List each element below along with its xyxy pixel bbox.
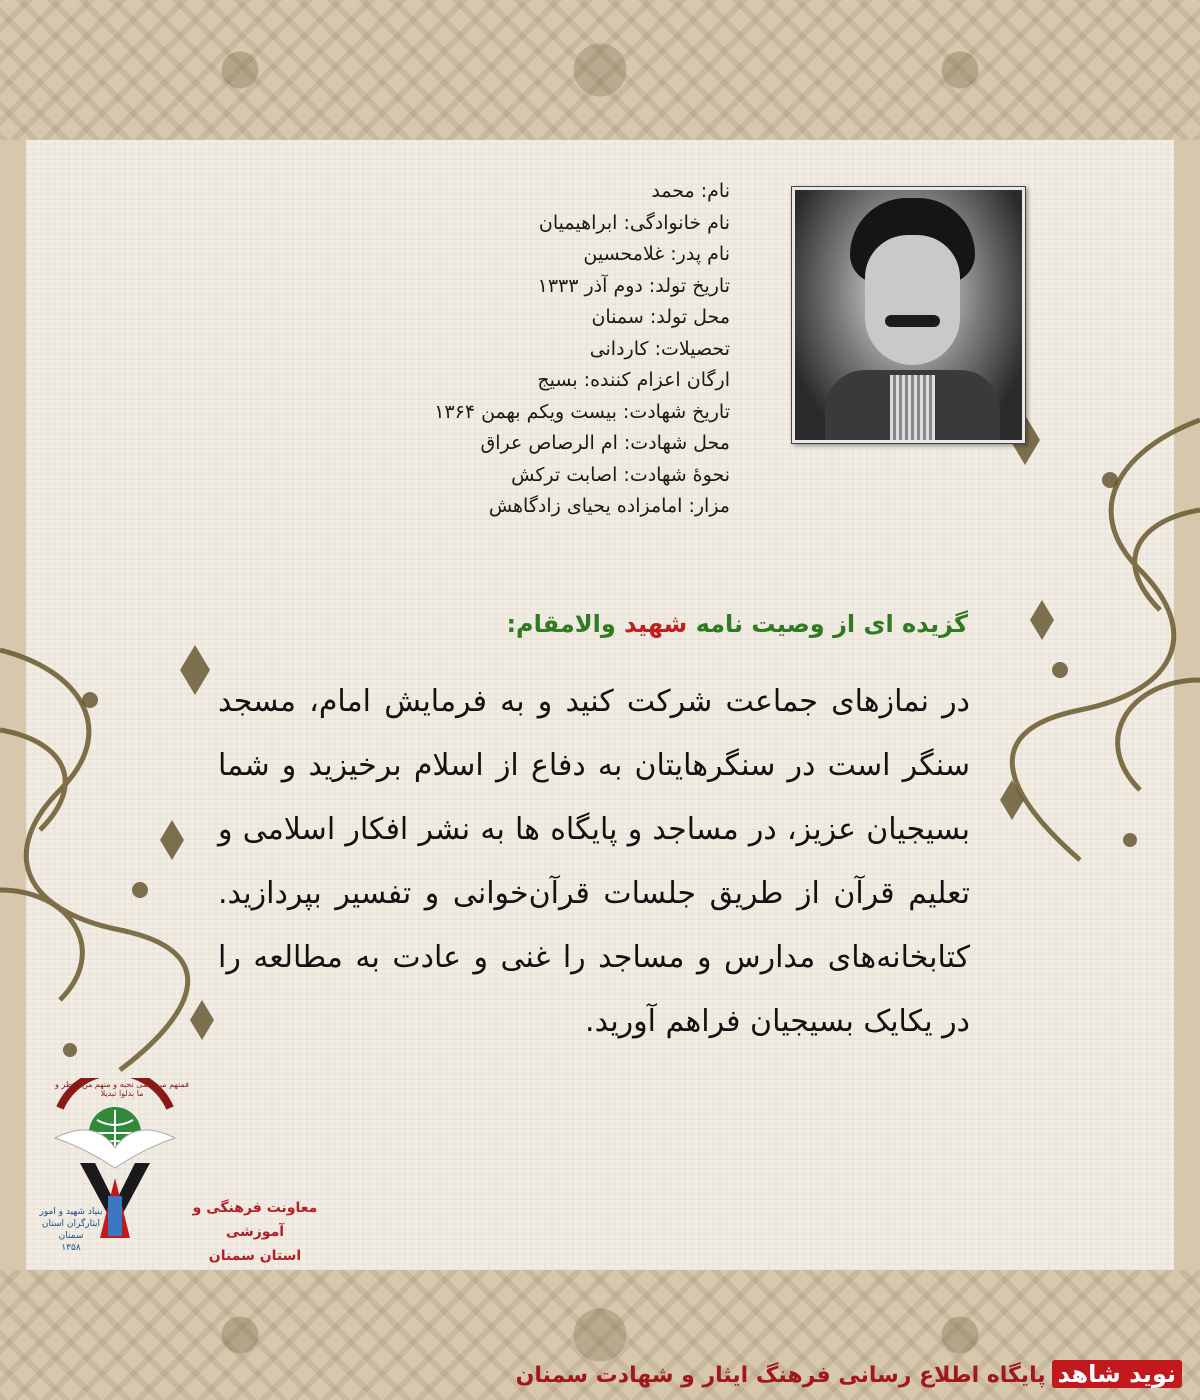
martyr-photo: [791, 186, 1026, 444]
will-text: در نمازهای جماعت شرکت کنید و به فرمایش امام، مسجد سنگر است در سنگرهایتان به دفاع از اسلام برخیزید و شما بسیجیان عزیز، در مساجد و پایگاه ها به نشر افکار اسلامی و تعلیم قرآن از طریق جلسات قرآن‌خوانی و تفسیر بپردازید. کتابخانه‌های مدارس و مساجد را غنی و عادت به مطالعه را در یکایک بسیجیان فراهم آورید.: [218, 684, 970, 1039]
info-martyrdom-place: محل شهادت: ام الرصاص عراق: [480, 432, 730, 454]
ornamental-top-border: [0, 0, 1200, 140]
info-martyrdom-manner: نحوۀ شهادت: اصابت ترکش: [511, 463, 730, 486]
site-watermark: [516, 1360, 1182, 1388]
martyr-info-list: [434, 176, 730, 523]
info-family-name: نام خانوادگی: ابراهیمیان: [538, 211, 730, 234]
logo-org-name: بنیاد شهید و امور ایثارگران استان سمنان: [39, 1207, 103, 1241]
will-heading: [506, 610, 968, 638]
watermark-badge: نوید شاهد: [1052, 1360, 1182, 1388]
logo-dept-line1: معاونت فرهنگی و آموزشی: [192, 1200, 318, 1240]
watermark-text: پایگاه اطلاع رسانی فرهنگ ایثار و شهادت سمنان: [515, 1363, 1046, 1388]
info-birth-place: محل تولد: سمنان: [591, 306, 730, 328]
logo-year: ۱۳۵۸: [61, 1243, 81, 1253]
will-heading-highlight: شهید: [624, 610, 688, 638]
logo-arc-text: فمنهم من قضی نحبه و منهم من ینتظر و ما بدلوا تبدیلا: [55, 1080, 189, 1098]
will-heading-part1: گزیده ای از وصیت نامه: [687, 610, 968, 638]
info-father-name: نام پدر: غلامحسین: [583, 243, 730, 265]
info-birth-date: تاریخ تولد: دوم آذر ۱۳۳۳: [537, 274, 730, 297]
arabesque-ornament-left: [0, 590, 230, 1110]
info-education: تحصیلات: کاردانی: [589, 337, 730, 360]
logo-org-text: [38, 1206, 104, 1254]
info-name: نام: محمد: [651, 180, 730, 202]
info-dispatching-org: ارگان اعزام کننده: بسیج: [537, 369, 730, 391]
foundation-logo: [20, 1078, 340, 1278]
arabesque-ornament-right: [970, 380, 1200, 900]
info-burial-place: مزار: امامزاده یحیای زادگاهش: [488, 495, 730, 517]
portrait-photo-icon: [795, 190, 1022, 440]
will-heading-part2: والامقام:: [506, 610, 625, 638]
logo-dept-line2: استان سمنان: [208, 1248, 302, 1264]
logo-department: [180, 1196, 330, 1268]
info-martyrdom-date: تاریخ شهادت: بیست ویکم بهمن ۱۳۶۴: [434, 400, 730, 423]
